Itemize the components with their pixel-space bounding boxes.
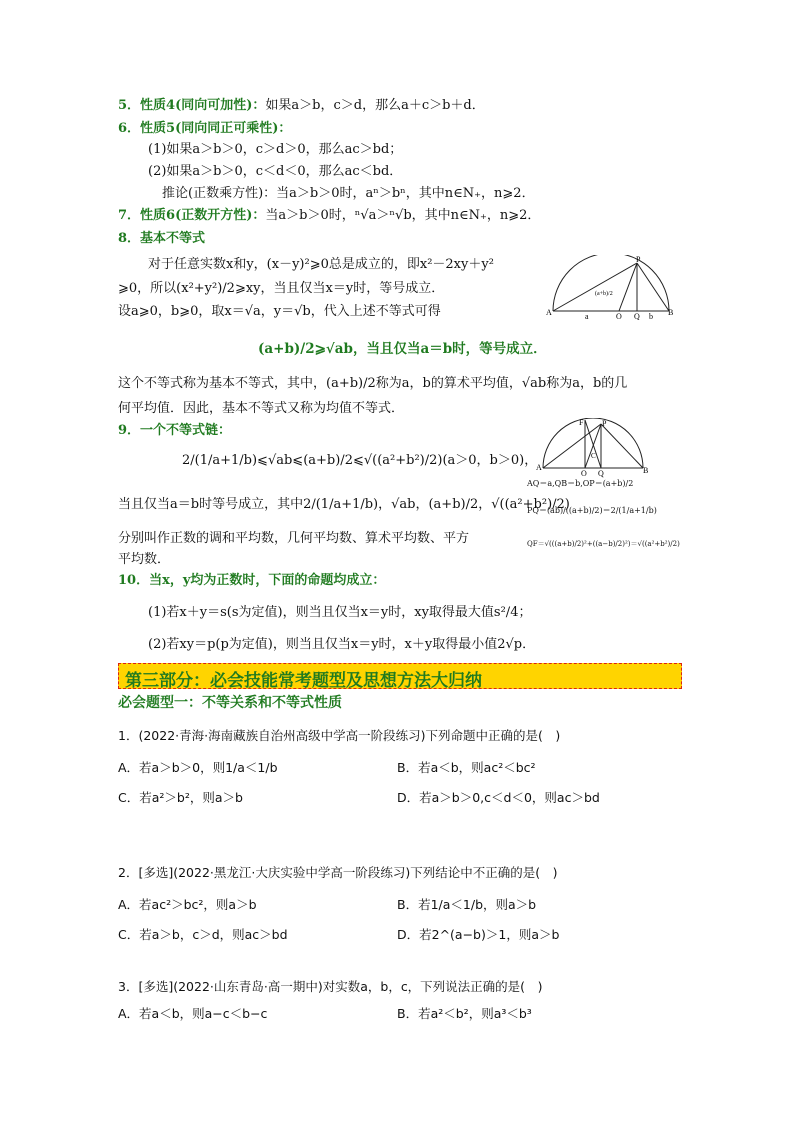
- property-8-line1: 对于任意实数x和y，(x－y)²⩾0总是成立的，即x²－2xy＋y²: [148, 257, 494, 272]
- question-1-option-d[interactable]: D．若a＞b＞0,c＜d＜0，则ac＞bd: [397, 790, 600, 805]
- property-6-line2: (2)如果a＞b＞0，c＜d＜0，那么ac＜bd．: [148, 164, 403, 179]
- property-8-line4: 这个不等式称为基本不等式，其中，(a+b)/2称为a，b的算术平均值，√ab称为a，b的几: [118, 376, 628, 391]
- question-2-option-a[interactable]: A．若ac²＞bc²，则a＞b: [118, 897, 257, 912]
- property-5: [118, 97, 485, 115]
- question-2-stem: 2．[多选](2022·黑龙江·大庆实验中学高一阶段练习)下列结论中不正确的是( ): [118, 865, 558, 880]
- fig1-label-b: B: [668, 308, 674, 317]
- fig2-label-c: C: [591, 452, 596, 460]
- fig2-label-f: F: [579, 418, 584, 427]
- property-8-line2: ⩾0，所以(x²+y²)/2⩾xy，当且仅当x＝y时，等号成立．: [118, 281, 445, 296]
- fig2-label-o: O: [581, 469, 587, 478]
- question-3-stem: 3．[多选](2022·山东青岛·高一期中)对实数a，b，c，下列说法正确的是( ): [118, 979, 543, 994]
- fig1-label-a: A: [546, 308, 552, 317]
- fig2-label-p: P: [602, 419, 607, 428]
- fig2-label-a: A: [536, 463, 542, 472]
- semicircle-figure-2: [535, 418, 675, 478]
- property-10-line1: (1)若x＋y＝s(s为定值)，则当且仅当x＝y时，xy取得最大值s²/4；: [148, 605, 532, 620]
- property-9-label: 9．一个不等式链：: [118, 423, 232, 438]
- question-3-option-a[interactable]: A．若a＜b，则a−c＜b−c: [118, 1006, 268, 1021]
- fig1-label-b-length: b: [649, 312, 653, 320]
- property-5-text: 如果a＞b，c＞d，那么a＋c＞b＋d．: [265, 98, 485, 113]
- semicircle-arc: [553, 255, 669, 311]
- fig2-label-b: B: [643, 466, 649, 475]
- property-8-line3: 设a⩾0，b⩾0，取x＝√a，y＝√b，代入上述不等式可得: [118, 304, 441, 319]
- fig2-caption-1: AQ＝a,QB＝b,OP＝(a+b)/2: [527, 479, 634, 488]
- property-7: [118, 207, 540, 225]
- fig2-caption-3: QF＝√(((a+b)/2)²+((a−b)/2)²)＝√((a²+b²)/2): [527, 540, 680, 548]
- question-1-option-c[interactable]: C．若a²＞b²，则a＞b: [118, 790, 243, 805]
- semicircle-figure-1: [545, 255, 675, 320]
- property-6-line1: (1)如果a＞b＞0，c＞d＞0，那么ac＞bd；: [148, 142, 403, 157]
- question-2-option-b[interactable]: B．若1/a＜1/b，则a＞b: [397, 897, 537, 912]
- question-2-option-d[interactable]: D．若2^(a−b)＞1，则a＞b: [397, 927, 560, 942]
- property-8-label: 8．基本不等式: [118, 231, 206, 246]
- property-9-line1: 当且仅当a＝b时等号成立，其中2/(1/a+1/b)，√ab，(a+b)/2，√((a²+b²)/2): [118, 497, 570, 512]
- question-2-option-c[interactable]: C．若a＞b，c＞d，则ac＞bd: [118, 927, 288, 942]
- property-6: [118, 120, 291, 138]
- question-1-option-a[interactable]: A．若a＞b＞0，则1/a＜1/b: [118, 760, 278, 775]
- line-ap: [543, 424, 601, 468]
- chord-ap: [553, 263, 637, 311]
- radius-op: [619, 263, 637, 311]
- property-9-line2: 分别叫作正数的调和平均数，几何平均数、算术平均数、平方: [118, 531, 470, 546]
- fig1-label-a-length: a: [585, 312, 589, 320]
- question-3-option-b[interactable]: B．若a²＜b²，则a³＜b³: [397, 1006, 532, 1021]
- section-title: 第三部分：必会技能常考题型及思想方法大归纳: [125, 671, 482, 691]
- basic-inequality-formula: (a+b)/2⩾√ab，当且仅当a＝b时，等号成立．: [258, 341, 547, 357]
- fig1-label-o: O: [616, 312, 622, 320]
- property-8-line5: 何平均值．因此，基本不等式又称为均值不等式．: [118, 401, 405, 416]
- question-1-option-b[interactable]: B．若a＜b，则ac²＜bc²: [397, 760, 536, 775]
- property-6-corollary: 推论(正数乘方性)：当a＞b＞0时，aⁿ＞bⁿ，其中n∈N₊，n⩾2．: [162, 186, 535, 201]
- line-pb: [601, 424, 643, 468]
- fig1-label-q: Q: [634, 312, 640, 320]
- property-5-label: 5．性质4(同向可加性)：: [118, 98, 266, 113]
- property-10-label: 10．当x，y均为正数时，下面的命题均成立：: [118, 573, 386, 588]
- fig1-label-mean: (a+b)/2: [595, 291, 613, 297]
- property-7-text: 当a＞b＞0时，ⁿ√a＞ⁿ√b，其中n∈N₊，n⩾2．: [265, 208, 541, 223]
- inequality-chain: 2/(1/a+1/b)⩽√ab⩽(a+b)/2⩽√((a²+b²)/2)(a＞0，b＞0)，: [182, 453, 538, 468]
- property-6-label: 6．性质5(同向同正可乘性)：: [118, 121, 292, 136]
- fig2-caption-2: PQ＝(ab)/((a+b)/2)＝2/(1/a+1/b): [527, 506, 657, 515]
- fig1-label-p: P: [636, 255, 641, 264]
- fig2-label-q: Q: [598, 469, 604, 478]
- property-9-line3: 平均数．: [118, 552, 171, 567]
- question-1-stem: 1．(2022·青海·海南藏族自治州高级中学高一阶段练习)下列命题中正确的是( ): [118, 728, 561, 743]
- property-10-line2: (2)若xy＝p(p为定值)，则当且仅当x＝y时，x＋y取得最小值2√p．: [148, 637, 536, 652]
- property-7-label: 7．性质6(正数开方性)：: [118, 208, 266, 223]
- section-banner: [118, 663, 682, 689]
- section-subtitle: 必会题型一：不等关系和不等式性质: [118, 695, 342, 711]
